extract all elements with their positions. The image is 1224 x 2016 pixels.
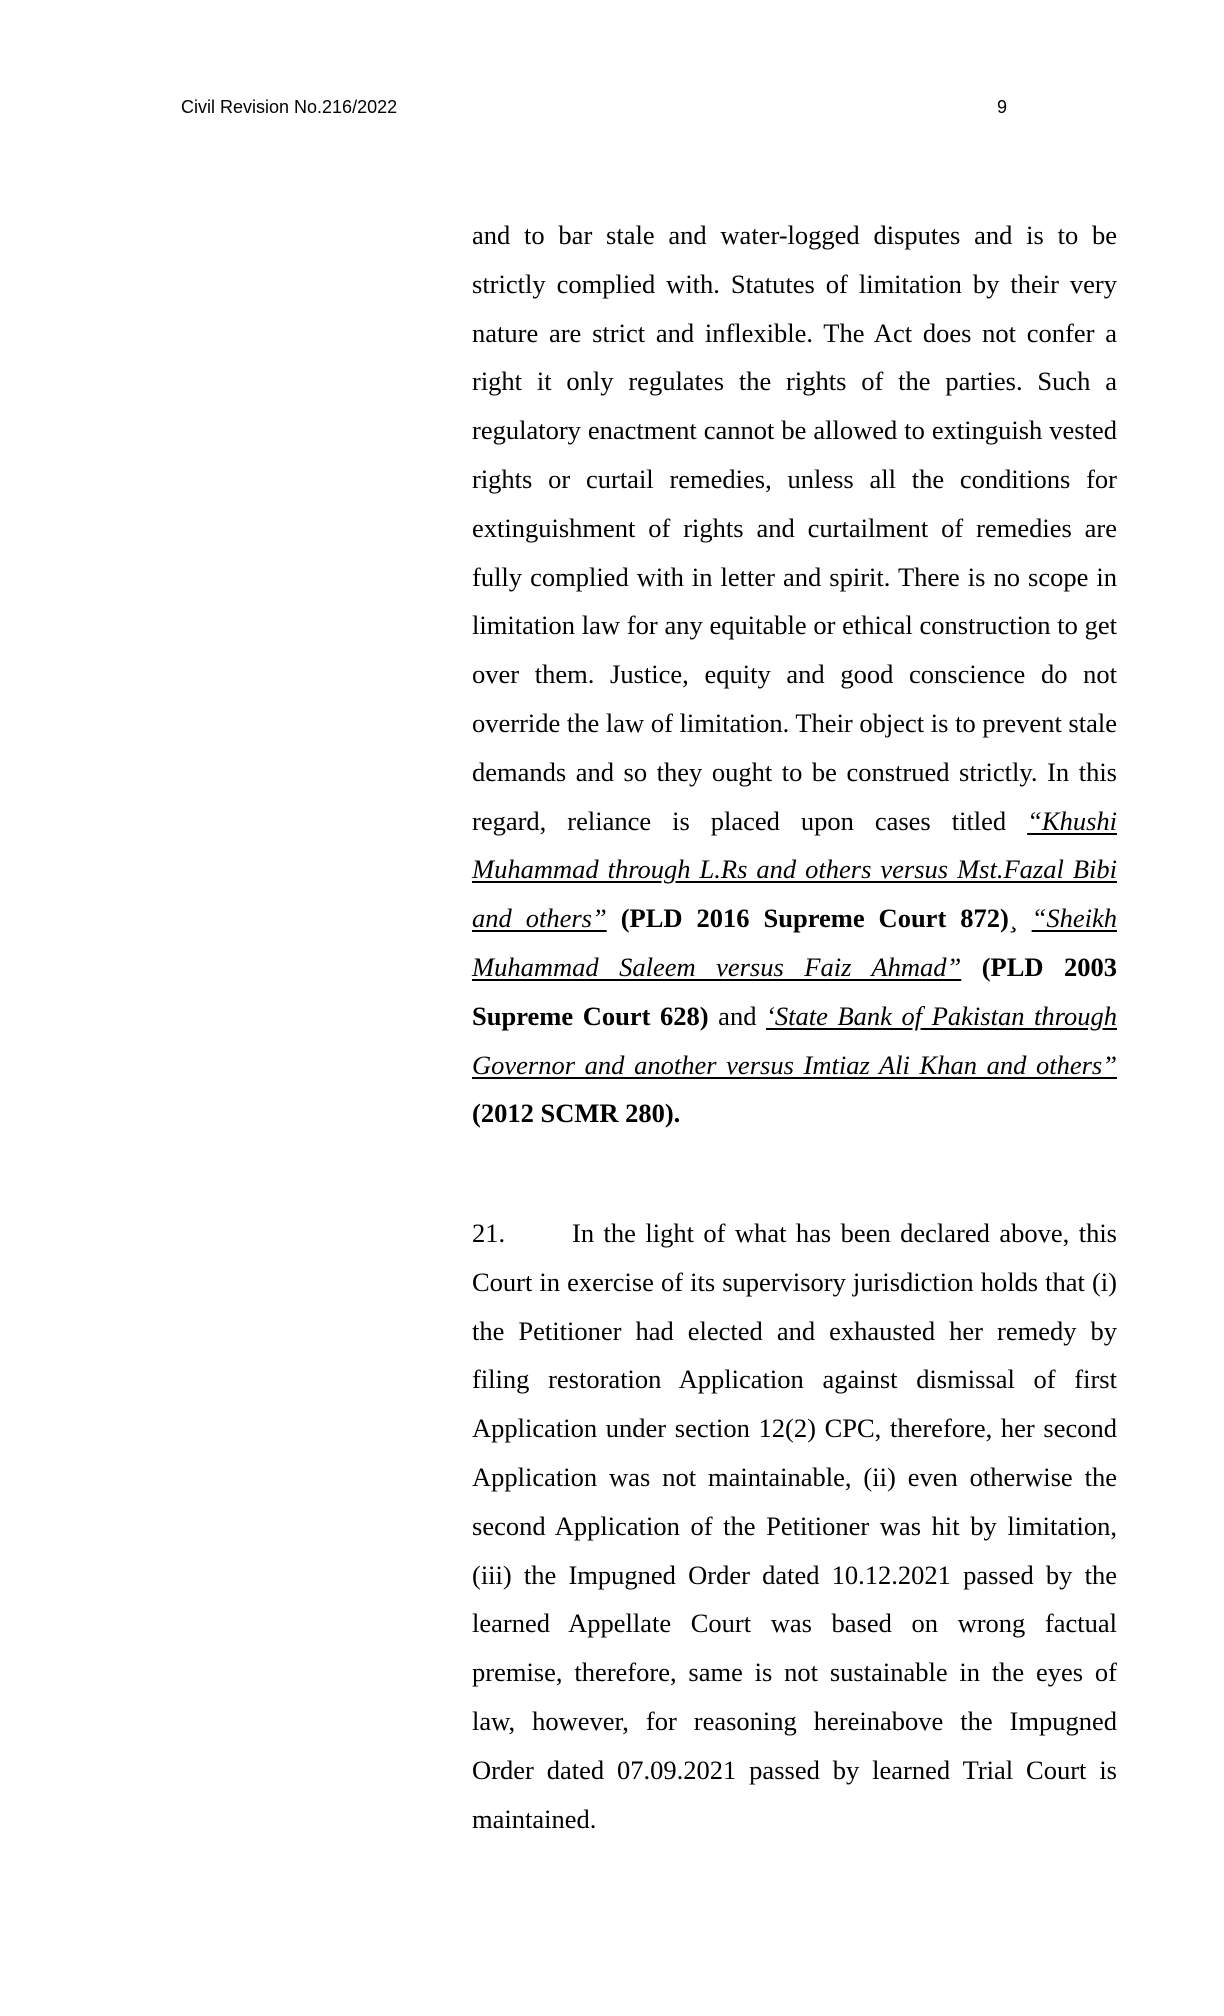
paragraph-text: and to bar stale and water-logged disputes and is to be strictly complied with. Statutes of limitation by their very nature are strict and inflexible. The Act does not confer a right it only regulates the rights of the parties. Such a regulatory enactment cannot be allowed to extinguish vested rights or curtail remedies, unless all the conditions for extinguishment of rights and curtailment of remedies are fully complied with in letter and spirit. There is no scope in limitation law for any equitable or ethical construction to get over them. Justice, equity and good conscience do not override the law of limitation. Their object is to prevent stale demands and so they ought to be construed strictly. In this regard, reliance is placed upon cases titled [472, 220, 1117, 836]
law-report-citation: (2012 SCMR 280). [472, 1098, 681, 1129]
case-citation-state-bank: ‘State Bank of Pakistan through Governor and another versus Imtiaz Ali Khan and others” [472, 1000, 1117, 1080]
connector-text: and [708, 1000, 767, 1031]
citation-separator: ¸ [1008, 903, 1018, 934]
page-number: 9 [997, 97, 1008, 117]
paragraph-text: In the light of what has been declared above, this Court in exercise of its supervisory jurisdiction holds that (i) the Petitioner had elected and exhausted her remedy by filing restoration Application against dismissal of first Application under section 12(2) CPC, therefore, her second Application was not maintainable, (ii) even otherwise the second Application of the Petitioner was hit by limitation, (iii) the Impugned Order dated 10.12.2021 passed by the learned Appellate Court was based on wrong factual premise, therefore, same is not sustainable in the eyes of law, however, for reasoning hereinabove the Impugned Order dated 07.09.2021 passed by learned Trial Court is maintained. [472, 1218, 1117, 1834]
paragraph-number: 21. [472, 1218, 506, 1248]
law-report-citation: (PLD 2003 Supreme Court 628) [472, 951, 1117, 1031]
case-reference-header: Civil Revision No.216/2022 [181, 97, 398, 117]
law-report-citation: (PLD 2016 Supreme Court 872) [620, 903, 1009, 934]
paragraph-21 [472, 1209, 1117, 1843]
case-citation-sheikh-muhammad-saleem: “Sheikh Muhammad Saleem versus Faiz Ahmad” [472, 903, 1117, 982]
paragraph-limitation [472, 211, 1117, 1138]
case-citation-khushi-muhammad: “Khushi Muhammad through L.Rs and others versus Mst.Fazal Bibi and others” [472, 805, 1117, 934]
